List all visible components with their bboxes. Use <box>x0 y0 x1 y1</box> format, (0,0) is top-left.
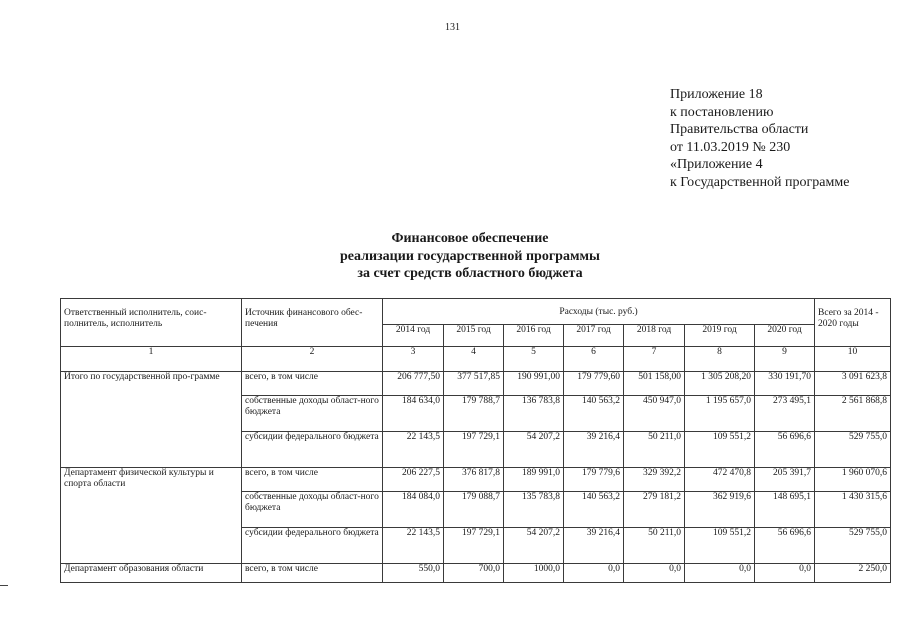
value-cell: 136 783,8 <box>504 396 564 432</box>
value-cell: 140 563,2 <box>564 492 624 528</box>
value-cell: 501 158,00 <box>624 372 685 396</box>
column-number: 8 <box>685 347 755 372</box>
value-cell: 1 195 657,0 <box>685 396 755 432</box>
column-number: 4 <box>444 347 504 372</box>
header-year: 2016 год <box>504 325 564 347</box>
value-cell: 179 088,7 <box>444 492 504 528</box>
appendix-line: Приложение 18 <box>670 87 763 102</box>
financing-table <box>60 298 891 583</box>
value-cell: 56 696,6 <box>755 528 815 564</box>
value-cell: 50 211,0 <box>624 528 685 564</box>
appendix-line: «Приложение 4 <box>670 157 763 173</box>
value-cell: 109 551,2 <box>685 432 755 468</box>
source-cell: всего, в том числе <box>242 468 383 492</box>
column-number: 5 <box>504 347 564 372</box>
value-cell: 184 084,0 <box>383 492 444 528</box>
value-cell: 197 729,1 <box>444 432 504 468</box>
appendix-reference <box>670 86 849 192</box>
value-cell: 362 919,6 <box>685 492 755 528</box>
source-cell: всего, в том числе <box>242 564 383 583</box>
total-cell: 1 960 070,6 <box>815 468 891 492</box>
value-cell: 135 783,8 <box>504 492 564 528</box>
header-year: 2019 год <box>685 325 755 347</box>
executor-cell: Итого по государственной про-грамме <box>61 372 242 468</box>
source-cell: собственные доходы област-ного бюджета <box>242 396 383 432</box>
header-year: 2020 год <box>755 325 815 347</box>
source-cell: субсидии федерального бюджета <box>242 432 383 468</box>
table-row <box>61 564 891 583</box>
total-cell: 2 561 868,8 <box>815 396 891 432</box>
value-cell: 190 991,00 <box>504 372 564 396</box>
value-cell: 0,0 <box>564 564 624 583</box>
total-cell: 1 430 315,6 <box>815 492 891 528</box>
value-cell: 197 729,1 <box>444 528 504 564</box>
value-cell: 330 191,70 <box>755 372 815 396</box>
appendix-line: от 11.03.2019 № 230 <box>670 139 791 155</box>
header-year: 2018 год <box>624 325 685 347</box>
source-cell: всего, в том числе <box>242 372 383 396</box>
header-year: 2015 год <box>444 325 504 347</box>
header-total: Всего за 2014 - 2020 годы <box>815 299 891 347</box>
value-cell: 273 495,1 <box>755 396 815 432</box>
value-cell: 329 392,2 <box>624 468 685 492</box>
value-cell: 148 695,1 <box>755 492 815 528</box>
value-cell: 54 207,2 <box>504 432 564 468</box>
appendix-line: к постановлению <box>670 104 774 120</box>
margin-mark <box>0 585 8 586</box>
value-cell: 39 216,4 <box>564 528 624 564</box>
header-source: Источник финансового обес-печения <box>242 299 383 347</box>
total-cell: 529 755,0 <box>815 432 891 468</box>
value-cell: 1 305 208,20 <box>685 372 755 396</box>
executor-cell: Департамент образования области <box>61 564 242 583</box>
value-cell: 472 470,8 <box>685 468 755 492</box>
total-cell: 529 755,0 <box>815 528 891 564</box>
value-cell: 0,0 <box>685 564 755 583</box>
column-number: 2 <box>242 347 383 372</box>
value-cell: 179 788,7 <box>444 396 504 432</box>
table-row <box>61 468 891 492</box>
title-line: Финансовое обеспечение <box>391 231 549 246</box>
column-number: 9 <box>755 347 815 372</box>
header-expenses: Расходы (тыс. руб.) <box>383 299 815 325</box>
total-cell: 3 091 623,8 <box>815 372 891 396</box>
value-cell: 184 634,0 <box>383 396 444 432</box>
title-line: реализации государственной программы <box>340 248 600 264</box>
value-cell: 56 696,6 <box>755 432 815 468</box>
column-number: 3 <box>383 347 444 372</box>
header-year: 2017 год <box>564 325 624 347</box>
source-cell: субсидии федерального бюджета <box>242 528 383 564</box>
column-number: 1 <box>61 347 242 372</box>
value-cell: 377 517,85 <box>444 372 504 396</box>
value-cell: 1000,0 <box>504 564 564 583</box>
value-cell: 550,0 <box>383 564 444 583</box>
value-cell: 0,0 <box>624 564 685 583</box>
value-cell: 450 947,0 <box>624 396 685 432</box>
title-line: за счет средств областного бюджета <box>357 266 583 281</box>
value-cell: 279 181,2 <box>624 492 685 528</box>
source-cell: собственные доходы област-ного бюджета <box>242 492 383 528</box>
column-number: 7 <box>624 347 685 372</box>
value-cell: 50 211,0 <box>624 432 685 468</box>
header-year: 2014 год <box>383 325 444 347</box>
column-number: 6 <box>564 347 624 372</box>
column-number: 10 <box>815 347 891 372</box>
value-cell: 700,0 <box>444 564 504 583</box>
value-cell: 54 207,2 <box>504 528 564 564</box>
value-cell: 376 817,8 <box>444 468 504 492</box>
document-title <box>0 230 905 283</box>
page-number: 131 <box>445 22 460 33</box>
value-cell: 206 227,5 <box>383 468 444 492</box>
value-cell: 179 779,60 <box>564 372 624 396</box>
value-cell: 39 216,4 <box>564 432 624 468</box>
header-executor: Ответственный исполнитель, соис-полнитель, исполнитель <box>61 299 242 347</box>
total-cell: 2 250,0 <box>815 564 891 583</box>
value-cell: 206 777,50 <box>383 372 444 396</box>
value-cell: 109 551,2 <box>685 528 755 564</box>
value-cell: 22 143,5 <box>383 528 444 564</box>
value-cell: 179 779,6 <box>564 468 624 492</box>
value-cell: 205 391,7 <box>755 468 815 492</box>
value-cell: 189 991,0 <box>504 468 564 492</box>
appendix-line: Правительства области <box>670 122 809 138</box>
value-cell: 22 143,5 <box>383 432 444 468</box>
table-row <box>61 372 891 396</box>
appendix-line: к Государственной программе <box>670 174 850 190</box>
value-cell: 0,0 <box>755 564 815 583</box>
value-cell: 140 563,2 <box>564 396 624 432</box>
executor-cell: Департамент физической культуры и спорта области <box>61 468 242 564</box>
